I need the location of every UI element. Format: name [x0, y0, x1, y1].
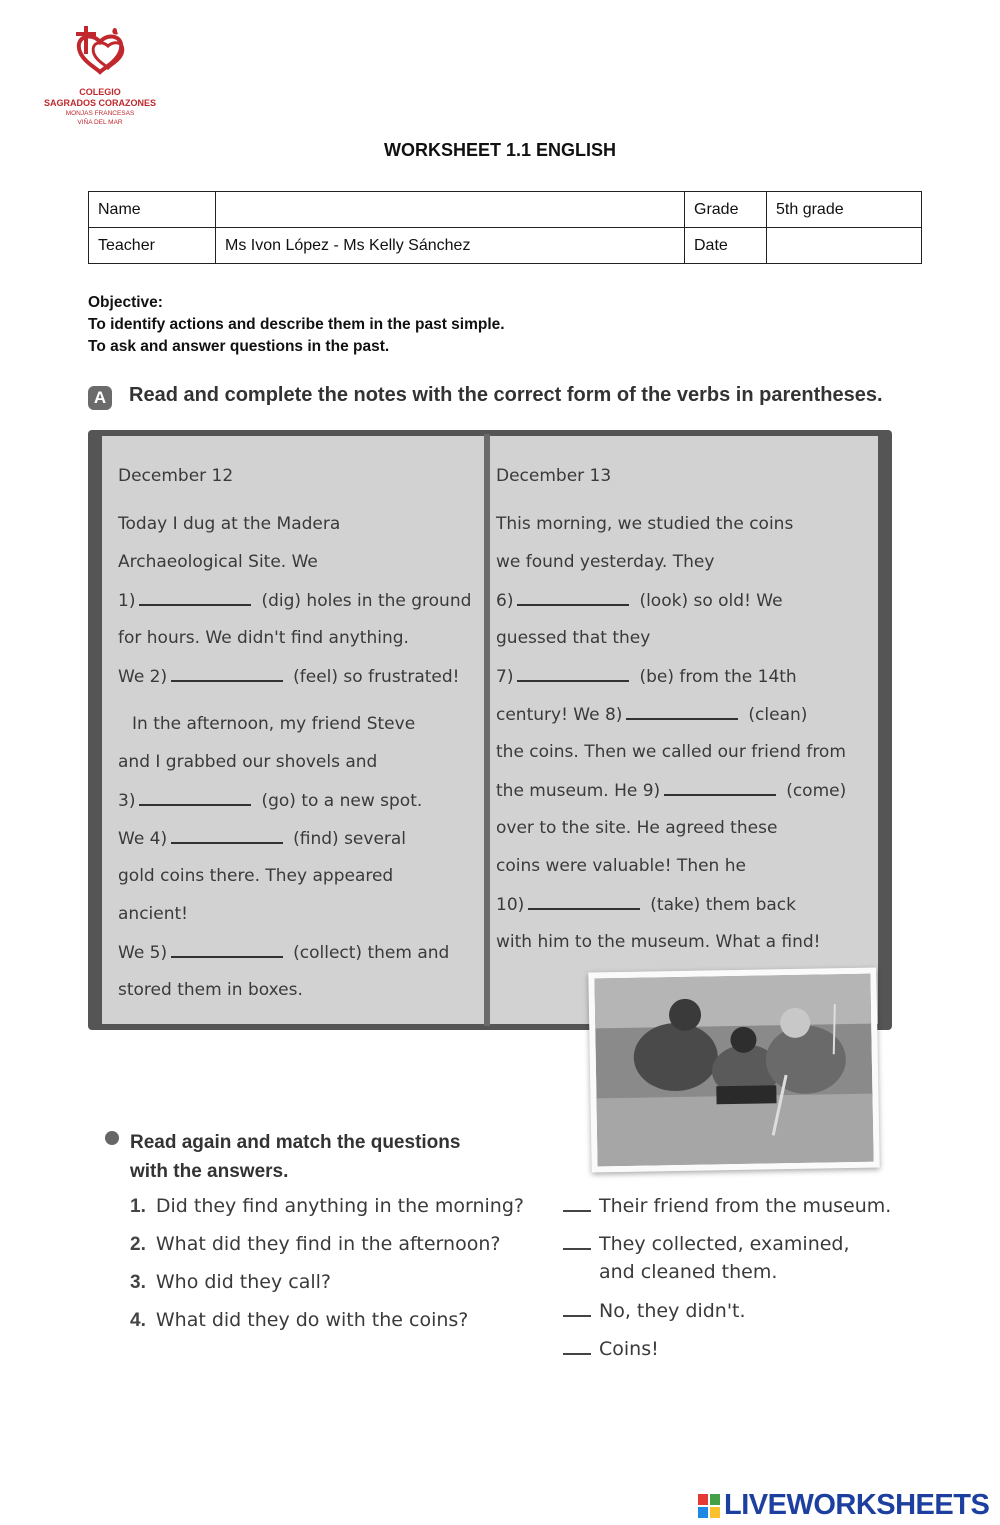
answer-item — [563, 1335, 659, 1363]
gap-verb: (take) them back — [650, 895, 796, 915]
left-line: and I grabbed our shovels and — [118, 752, 378, 772]
section-b-instruction — [130, 1128, 530, 1186]
left-line: for hours. We didn't find anything. — [118, 628, 409, 648]
answer-blank-9[interactable] — [664, 780, 776, 796]
right-date: December 13 — [496, 466, 612, 486]
right-gap-line — [496, 666, 797, 687]
left-line: In the afternoon, my friend Steve — [132, 714, 416, 734]
question-number: 2. — [130, 1234, 146, 1255]
gap-verb: (dig) holes in the ground — [261, 591, 472, 611]
section-a-instruction: Read and complete the notes with the correct form of the verbs in parentheses. — [129, 384, 883, 406]
grade-label: Grade — [685, 192, 767, 228]
answer-item — [563, 1230, 850, 1286]
match-blank-2[interactable] — [563, 1248, 591, 1250]
question-number: 1. — [130, 1196, 146, 1217]
gap-number: 6) — [496, 591, 514, 611]
name-label: Name — [89, 192, 216, 228]
answer-blank-6[interactable] — [517, 590, 629, 606]
question-item — [130, 1309, 468, 1332]
answer-item — [563, 1297, 746, 1325]
right-line: coins were valuable! Then he — [496, 856, 746, 876]
liveworksheets-logo-icon — [698, 1494, 720, 1518]
right-line: over to the site. He agreed these — [496, 818, 778, 838]
answer-text: Coins! — [599, 1338, 659, 1360]
right-line: guessed that they — [496, 628, 651, 648]
section-b-instruction-line-1: Read again and match the questions — [130, 1132, 461, 1153]
gap-number: 1) — [118, 591, 136, 611]
gap-number: We 5) — [118, 943, 168, 963]
left-line: stored them in boxes. — [118, 980, 303, 1000]
table-row — [89, 192, 922, 228]
right-gap-line — [496, 590, 783, 611]
archaeologists-photo — [588, 968, 879, 1173]
answer-text: No, they didn't. — [599, 1300, 746, 1322]
date-label: Date — [685, 228, 767, 264]
left-gap-line — [118, 942, 449, 963]
answer-blank-2[interactable] — [171, 666, 283, 682]
answer-blank-5[interactable] — [171, 942, 283, 958]
answer-text-line-2: and cleaned them. — [599, 1261, 778, 1283]
answer-blank-1[interactable] — [139, 590, 251, 606]
answer-blank-3[interactable] — [139, 790, 251, 806]
gap-verb: (come) — [786, 781, 847, 801]
objective-heading: Objective: — [88, 294, 163, 311]
question-text: What did they find in the afternoon? — [155, 1233, 501, 1255]
dig-site-photo-icon — [594, 974, 873, 1167]
section-a-badge: A — [88, 386, 112, 410]
answer-text: Their friend from the museum. — [599, 1195, 892, 1217]
logo-line-3: MONJAS FRANCESAS — [65, 110, 135, 117]
left-gap-line — [118, 790, 422, 811]
answer-text: They collected, examined, — [599, 1233, 850, 1255]
right-gap-line — [496, 894, 796, 915]
gap-verb: (clean) — [748, 705, 808, 725]
left-line: Today I dug at the Madera — [118, 514, 341, 534]
gap-verb: (feel) so frustrated! — [293, 667, 460, 687]
left-gap-line — [118, 666, 460, 687]
left-gap-line — [118, 590, 471, 611]
question-text: Who did they call? — [155, 1271, 331, 1293]
question-item — [130, 1195, 524, 1218]
gap-number: century! We 8) — [496, 705, 623, 725]
liveworksheets-brand: LIVEWORKSHEETS — [724, 1489, 990, 1521]
match-blank-1[interactable] — [563, 1210, 591, 1212]
gap-number: 3) — [118, 791, 136, 811]
gap-verb: (be) from the 14th — [639, 667, 797, 687]
right-line: the coins. Then we called our friend from — [496, 742, 846, 762]
section-b-bullet — [105, 1131, 119, 1145]
gap-number: 7) — [496, 667, 514, 687]
section-a-header — [88, 384, 888, 414]
question-number: 3. — [130, 1272, 146, 1293]
gap-number: We 4) — [118, 829, 168, 849]
right-line: This morning, we studied the coins — [496, 514, 794, 534]
grade-value: 5th grade — [767, 192, 922, 228]
gap-number: We 2) — [118, 667, 168, 687]
question-number: 4. — [130, 1310, 146, 1331]
left-line: Archaeological Site. We — [118, 552, 318, 572]
logo-line-1: COLEGIO — [79, 87, 121, 97]
right-gap-line — [496, 704, 807, 725]
teacher-label: Teacher — [89, 228, 216, 264]
answer-blank-10[interactable] — [528, 894, 640, 910]
left-line: gold coins there. They appeared — [118, 866, 394, 886]
gap-verb: (collect) them and — [293, 943, 450, 963]
gap-verb: (look) so old! We — [639, 591, 783, 611]
logo-line-4: VIÑA DEL MAR — [77, 119, 123, 126]
date-field[interactable] — [767, 228, 922, 264]
sacred-hearts-icon — [66, 24, 134, 76]
gap-number: 10) — [496, 895, 525, 915]
question-item — [130, 1271, 331, 1294]
right-line: we found yesterday. They — [496, 552, 715, 572]
logo-line-2: SAGRADOS CORAZONES — [43, 98, 156, 108]
gap-verb: (go) to a new spot. — [261, 791, 423, 811]
question-text: What did they do with the coins? — [155, 1309, 469, 1331]
match-blank-3[interactable] — [563, 1315, 591, 1317]
answer-blank-4[interactable] — [171, 828, 283, 844]
section-b-instruction-line-2: with the answers. — [130, 1161, 289, 1182]
left-gap-line — [118, 828, 406, 849]
page-title: WORKSHEET 1.1 ENGLISH — [383, 140, 617, 160]
gap-verb: (find) several — [293, 829, 407, 849]
match-blank-4[interactable] — [563, 1353, 591, 1355]
answer-blank-7[interactable] — [517, 666, 629, 682]
question-item — [130, 1233, 500, 1256]
left-line: ancient! — [118, 904, 188, 924]
right-gap-line — [496, 780, 846, 801]
objective-block — [88, 292, 505, 358]
objective-line-1: To identify actions and describe them in the past simple. — [88, 316, 505, 333]
school-logo — [36, 8, 164, 134]
left-date: December 12 — [118, 466, 234, 486]
right-line: with him to the museum. What a find! — [496, 932, 821, 952]
question-text: Did they find anything in the morning? — [155, 1195, 524, 1217]
name-field[interactable] — [216, 192, 685, 228]
student-info-table — [88, 191, 922, 264]
table-row — [89, 228, 922, 264]
gap-number: the museum. He 9) — [496, 781, 661, 801]
notebook-image — [88, 430, 892, 1030]
notebook-spine — [484, 434, 490, 1026]
teacher-value: Ms Ivon López - Ms Kelly Sánchez — [216, 228, 685, 264]
objective-line-2: To ask and answer questions in the past. — [88, 338, 390, 355]
answer-blank-8[interactable] — [626, 704, 738, 720]
answer-item — [563, 1192, 891, 1220]
